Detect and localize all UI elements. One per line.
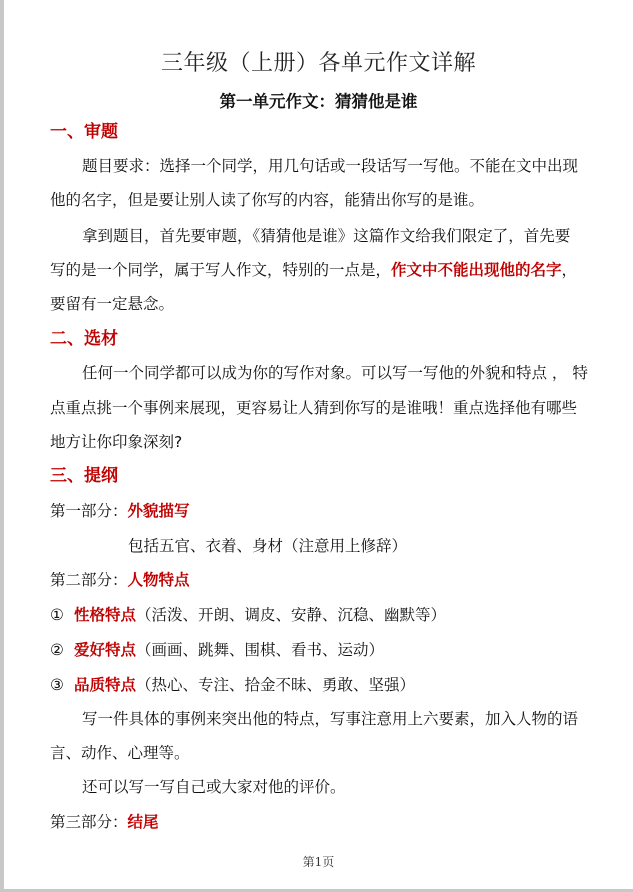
- outline-part-1: [50, 501, 190, 521]
- text-span: ，: [561, 261, 578, 279]
- paragraph-line: 他的名字，但是要让别人读了你写的内容，能猜出你写的是谁。: [50, 191, 485, 209]
- paragraph-line: 拿到题目，首先要审题，《猜猜他是谁》这篇作文给我们限定了，首先要: [82, 227, 571, 245]
- paragraph-line: 点重点挑一个事例来展现，更容易让人猜到你写的是谁哦！重点选择他有哪些: [50, 399, 578, 417]
- circled-number: ③: [50, 676, 64, 694]
- text-span: 写的是一个同学，属于写人作文，特别的一点是，: [50, 261, 392, 279]
- page-subtitle: 第一单元作文：猜猜他是谁: [219, 92, 418, 111]
- paragraph-line: 还可以写一写自己或大家对他的评价。: [82, 778, 346, 796]
- section-heading-1: 一、审题: [50, 122, 118, 142]
- outline-part-3: [50, 812, 159, 832]
- trait-title: 性格特点: [74, 606, 137, 624]
- trait-item: [50, 640, 384, 660]
- page-title: 三年级（上册）各单元作文详解: [160, 51, 476, 76]
- part-label: 第一部分：: [50, 502, 128, 520]
- paragraph-line: 要留有一定悬念。: [50, 295, 175, 313]
- trait-detail: （活泼、开朗、调皮、安静、沉稳、幽默等）: [136, 606, 447, 624]
- trait-item: [50, 605, 446, 625]
- section-heading-3: 三、提纲: [50, 466, 118, 486]
- section-heading-2: 二、选材: [50, 329, 118, 349]
- emphasis-text: 作文中不能出现他的名字: [391, 261, 562, 279]
- paragraph-line: [50, 260, 577, 280]
- part-title: 结尾: [127, 813, 159, 831]
- trait-title: 爱好特点: [74, 641, 137, 659]
- trait-title: 品质特点: [74, 676, 137, 694]
- outline-detail: 包括五官、衣着、身材（注意用上修辞）: [128, 537, 408, 555]
- circled-number: ②: [50, 641, 64, 659]
- paragraph-line: 地方让你印象深刻?: [50, 433, 183, 451]
- paragraph-line: 任何一个同学都可以成为你的写作对象。可以写一写他的外貌和特点 ， 特: [82, 364, 588, 382]
- part-title: 人物特点: [127, 571, 190, 589]
- circled-number: ①: [50, 606, 64, 624]
- paragraph-line: 言、动作、心理等。: [50, 744, 190, 762]
- trait-item: [50, 675, 415, 695]
- trait-detail: （热心、专注、拾金不昧、勇敢、坚强）: [136, 676, 416, 694]
- part-title: 外貌描写: [127, 502, 190, 520]
- paragraph-line: 题目要求：选择一个同学，用几句话或一段话写一写他。不能在文中出现: [82, 157, 579, 175]
- page-number: 第1页: [302, 855, 335, 869]
- part-label: 第三部分：: [50, 813, 128, 831]
- paragraph-line: 写一件具体的事例来突出他的特点，写事注意用上六要素，加入人物的语: [82, 710, 579, 728]
- document-page: [4, 0, 633, 889]
- outline-part-2: [50, 570, 190, 590]
- trait-detail: （画画、跳舞、围棋、看书、运动）: [136, 641, 385, 659]
- part-label: 第二部分：: [50, 571, 128, 589]
